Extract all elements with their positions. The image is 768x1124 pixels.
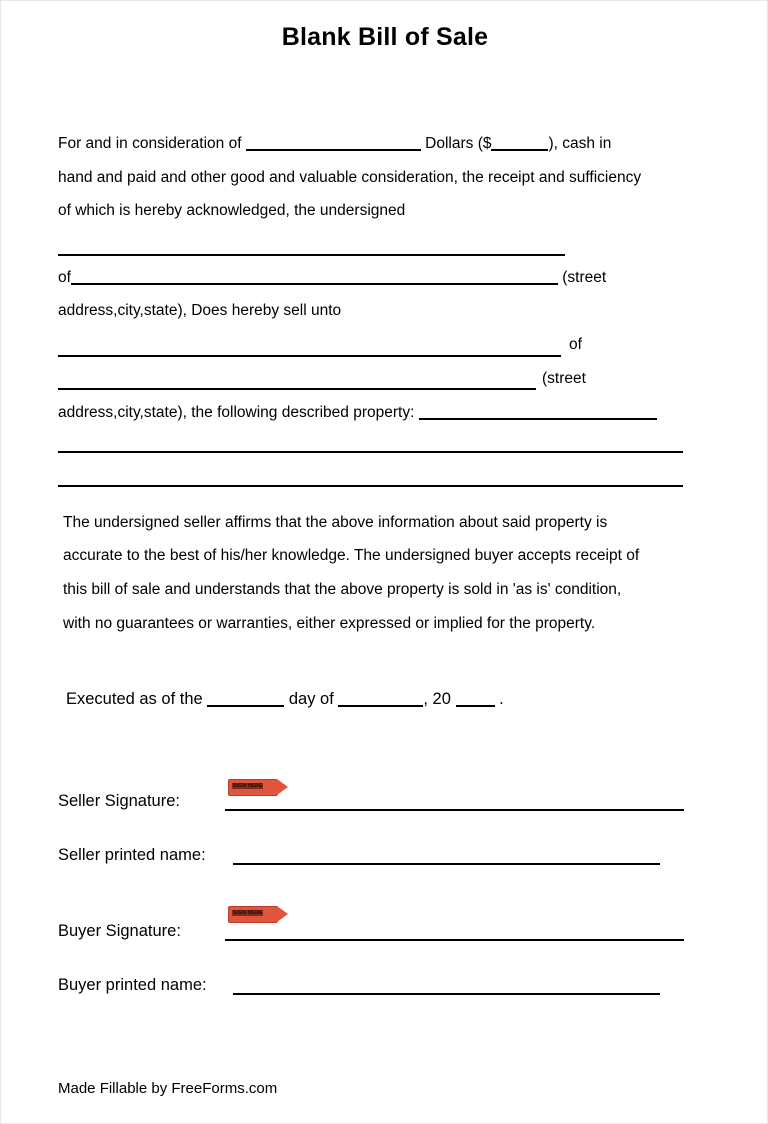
affirmation-line-4: with no guarantees or warranties, either expressed or implied for the property. (63, 615, 596, 632)
seller-address-blank[interactable] (71, 270, 558, 285)
consideration-line-1-pre: For and in consideration of (58, 135, 246, 152)
amount-figures-blank[interactable] (491, 136, 548, 151)
affirmation-line-3: this bill of sale and understands that the above property is sold in 'as is' condition, (63, 581, 622, 598)
affirmation-line-2: accurate to the best of his/her knowledge. The undersigned buyer accepts receipt of (63, 547, 640, 564)
execution-date-line (66, 690, 504, 708)
seller-street-label: (street (562, 269, 607, 286)
seller-of-label: of (58, 269, 71, 286)
consideration-line-1-mid: Dollars ($ (420, 135, 492, 152)
buyer-address-blank[interactable] (58, 388, 536, 390)
buyer-of-label: of (569, 336, 582, 353)
seller-address-line (58, 269, 606, 287)
seller-printed-name-blank[interactable] (233, 863, 660, 865)
property-description-label: address,city,state), the following described property: (58, 404, 415, 421)
buyer-sign-here-icon[interactable] (228, 906, 278, 923)
seller-address-continuation: address,city,state), Does hereby sell unto (58, 302, 342, 319)
execution-year-blank[interactable] (456, 692, 495, 707)
consideration-line-1-post: ), cash in (548, 135, 612, 152)
seller-sign-here-label: SIGN HERE (233, 783, 263, 789)
consideration-line-1 (58, 135, 611, 153)
buyer-signature-blank[interactable] (225, 939, 684, 941)
amount-words-blank[interactable] (246, 136, 421, 151)
execution-month-blank[interactable] (338, 692, 423, 707)
execution-post: . (494, 690, 504, 708)
buyer-printed-name-label: Buyer printed name: (58, 976, 207, 994)
property-description-blank-1[interactable] (419, 405, 657, 420)
seller-sign-here-icon[interactable] (228, 779, 278, 796)
execution-pre: Executed as of the (66, 690, 208, 708)
execution-day-blank[interactable] (207, 692, 284, 707)
buyer-name-blank[interactable] (58, 355, 561, 357)
seller-signature-label: Seller Signature: (58, 792, 180, 810)
execution-mid: day of (284, 690, 339, 708)
buyer-signature-label: Buyer Signature: (58, 922, 181, 940)
consideration-line-2: hand and paid and other good and valuable consideration, the receipt and sufficiency (58, 169, 642, 186)
property-description-blank-3[interactable] (58, 485, 683, 487)
buyer-street-label: (street (542, 370, 586, 387)
page-title: Blank Bill of Sale (281, 23, 489, 51)
property-description-line (58, 404, 657, 422)
consideration-line-3: of which is hereby acknowledged, the undersigned (58, 202, 406, 219)
affirmation-line-1: The undersigned seller affirms that the above information about said property is (63, 514, 608, 531)
buyer-sign-here-label: SIGN HERE (233, 910, 263, 916)
footer-attribution: Made Fillable by FreeForms.com (58, 1080, 278, 1097)
execution-year-prefix: , 20 (423, 690, 456, 708)
seller-signature-blank[interactable] (225, 809, 684, 811)
seller-printed-name-label: Seller printed name: (58, 846, 206, 864)
property-description-blank-2[interactable] (58, 451, 683, 453)
buyer-printed-name-blank[interactable] (233, 993, 660, 995)
seller-name-blank[interactable] (58, 254, 565, 256)
